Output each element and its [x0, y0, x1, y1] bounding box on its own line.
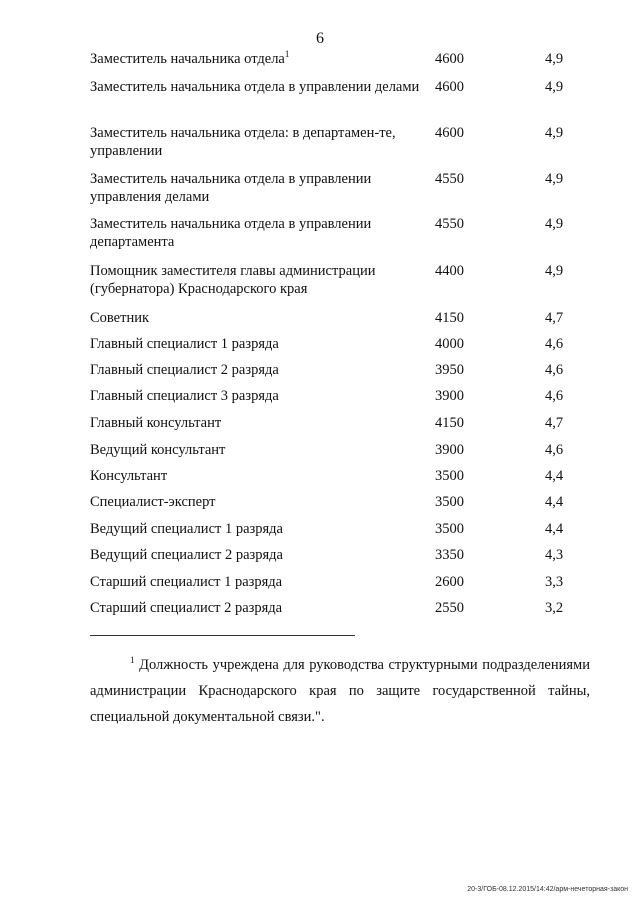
salary-value: 4400	[435, 263, 464, 279]
position-title: Заместитель начальника отдела$^1$	[90, 49, 290, 67]
position-title: Специалист-эксперт	[90, 494, 216, 510]
coefficient-value: 3,3	[545, 574, 564, 590]
salary-value: 4150	[435, 415, 464, 431]
position-title: Ведущий консультант	[90, 442, 226, 458]
salary-value: 2550	[435, 600, 464, 616]
position-title: Консультант	[90, 468, 168, 484]
salary-value: 4000	[435, 336, 464, 352]
salary-value: 4600	[435, 51, 464, 67]
coefficient-value: 4,3	[545, 547, 564, 563]
salary-value: 2600	[435, 574, 464, 590]
position-title: Главный специалист 2 разряда	[90, 362, 279, 378]
coefficient-value: 3,2	[545, 600, 564, 616]
position-title: Главный специалист 3 разряда	[90, 388, 279, 404]
salary-value: 3900	[435, 442, 464, 458]
position-title: Ведущий специалист 2 разряда	[90, 547, 283, 563]
coefficient-value: 4,4	[545, 521, 564, 537]
position-title: Заместитель начальника отдела в управлении департамента	[90, 216, 372, 250]
coefficient-value: 4,9	[545, 79, 564, 95]
coefficient-value: 4,7	[545, 310, 564, 326]
salary-value: 3500	[435, 468, 464, 484]
coefficient-value: 4,9	[545, 125, 564, 141]
position-title: Заместитель начальника отдела в управлении делами	[90, 79, 420, 95]
coefficient-value: 4,9	[545, 263, 564, 279]
position-title: Старший специалист 1 разряда	[90, 574, 283, 590]
coefficient-value: 4,6	[545, 442, 564, 458]
salary-value: 4600	[435, 125, 464, 141]
position-title: Заместитель начальника отдела в управлении управления делами	[90, 171, 372, 205]
coefficient-value: 4,9	[545, 216, 564, 232]
coefficient-value: 4,9	[545, 51, 564, 67]
coefficient-value: 4,7	[545, 415, 564, 431]
footnote-separator	[90, 635, 355, 636]
footnote-text: Должность учреждена для руководства структурными подразделениями администрации Краснодарского края по защите государственной тайны, специальной документальной связи.".	[90, 657, 590, 725]
salary-value: 4550	[435, 216, 464, 232]
position-title: Заместитель начальника отдела: в департамен-те, управлении	[90, 125, 396, 159]
salary-value: 3900	[435, 388, 464, 404]
footnote-marker: 1	[284, 49, 290, 60]
salary-value: 3950	[435, 362, 464, 378]
page-number: 6	[316, 30, 324, 47]
coefficient-value: 4,4	[545, 494, 564, 510]
position-title: Главный специалист 1 разряда	[90, 336, 279, 352]
position-title: Главный консультант	[90, 415, 222, 431]
document-footer-code: 20-3/ГОБ-08.12.2015/14:42/арм-нечеторная-закон	[467, 886, 628, 893]
salary-value: 4600	[435, 79, 464, 95]
salary-value: 3500	[435, 494, 464, 510]
coefficient-value: 4,6	[545, 336, 564, 352]
footnote	[90, 652, 590, 730]
coefficient-value: 4,4	[545, 468, 564, 484]
position-title: Помощник заместителя главы администрации (губернатора) Краснодарского края	[90, 263, 376, 297]
position-title: Советник	[90, 310, 150, 326]
position-title: Старший специалист 2 разряда	[90, 600, 283, 616]
salary-value: 4550	[435, 171, 464, 187]
salary-value: 3500	[435, 521, 464, 537]
salary-value: 3350	[435, 547, 464, 563]
coefficient-value: 4,9	[545, 171, 564, 187]
coefficient-value: 4,6	[545, 388, 564, 404]
coefficient-value: 4,6	[545, 362, 564, 378]
footnote-marker: 1	[130, 655, 135, 666]
salary-value: 4150	[435, 310, 464, 326]
position-title: Ведущий специалист 1 разряда	[90, 521, 283, 537]
